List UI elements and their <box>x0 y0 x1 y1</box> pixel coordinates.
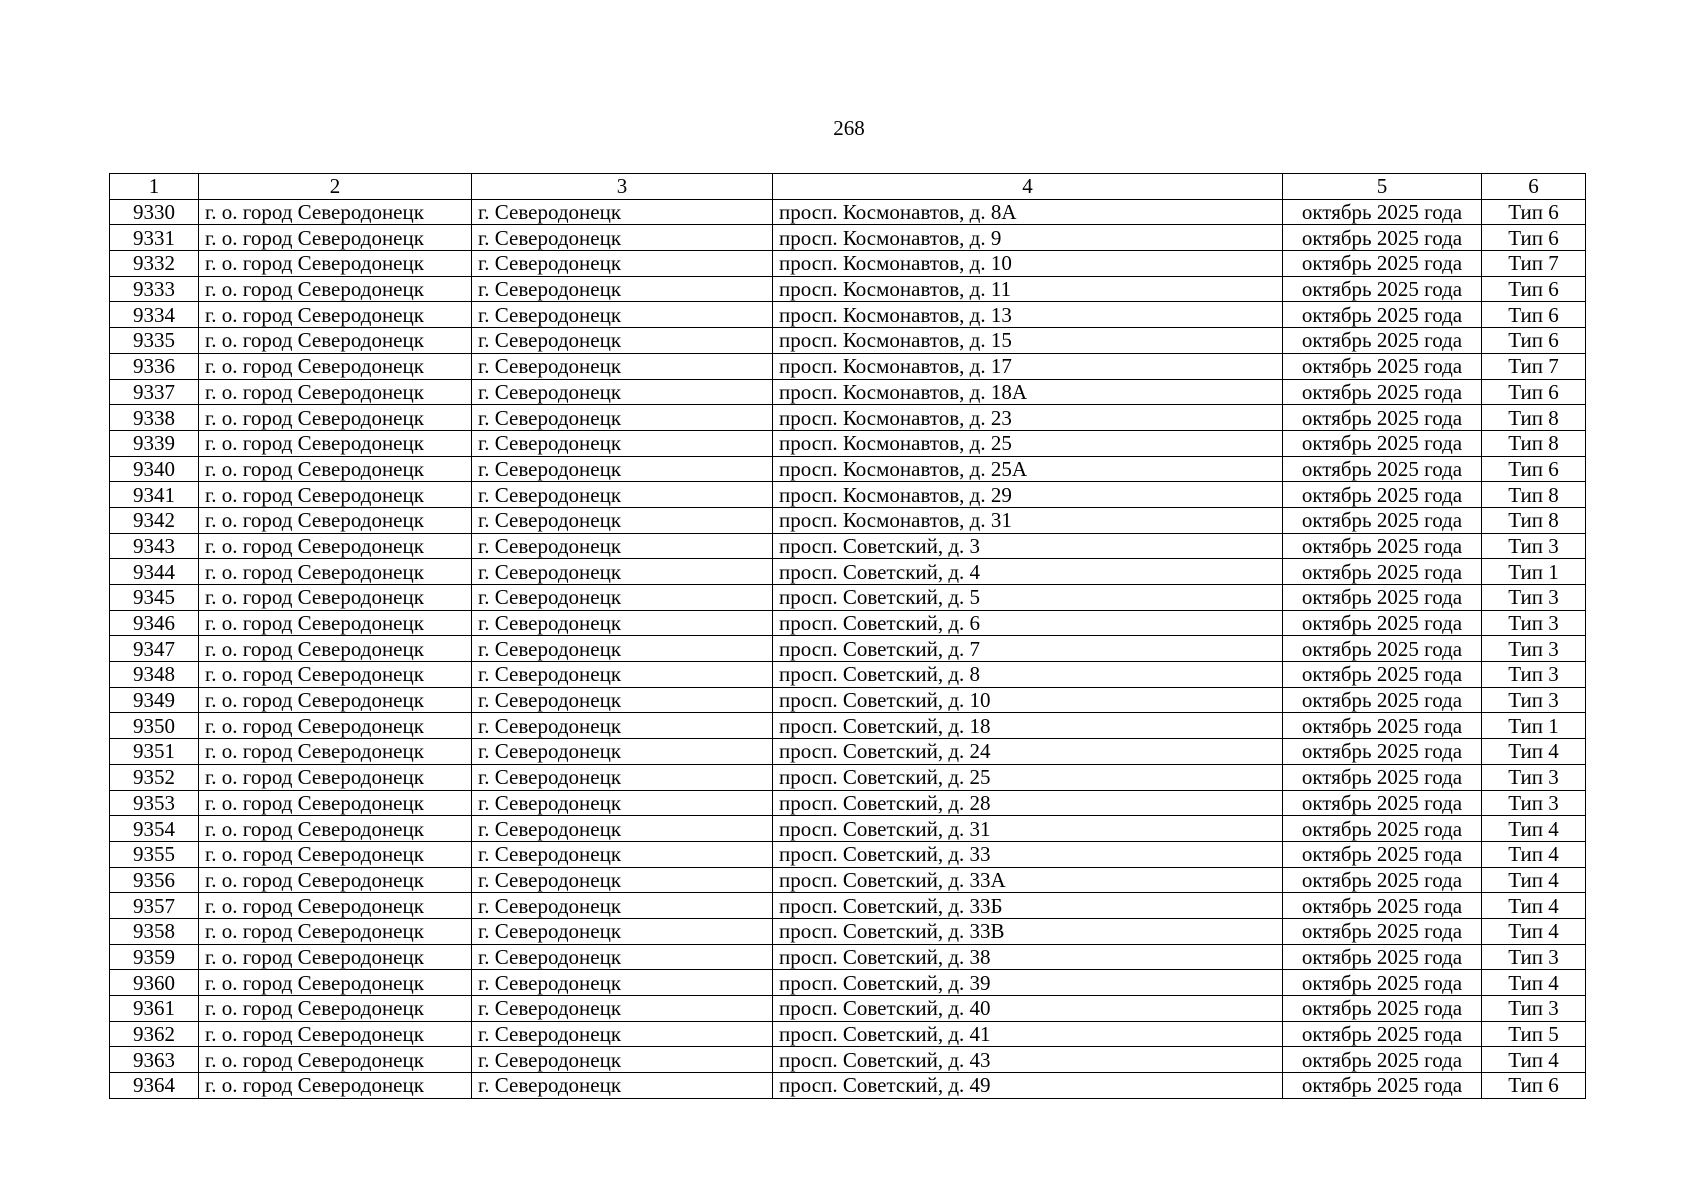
row-number: 9330 <box>110 199 199 225</box>
settlement-cell: г. Северодонецк <box>472 1021 773 1047</box>
row-number: 9331 <box>110 225 199 251</box>
deadline-cell: октябрь 2025 года <box>1283 739 1482 765</box>
type-cell: Тип 6 <box>1482 379 1586 405</box>
address-cell: просп. Советский, д. 18 <box>773 713 1283 739</box>
settlement-cell: г. Северодонецк <box>472 251 773 277</box>
table-row <box>110 687 1586 713</box>
type-cell: Тип 6 <box>1482 225 1586 251</box>
address-cell: просп. Космонавтов, д. 9 <box>773 225 1283 251</box>
table-body <box>110 199 1586 1098</box>
settlement-cell: г. Северодонецк <box>472 739 773 765</box>
deadline-cell: октябрь 2025 года <box>1283 225 1482 251</box>
table-row <box>110 251 1586 277</box>
settlement-cell: г. Северодонецк <box>472 456 773 482</box>
type-cell: Тип 1 <box>1482 713 1586 739</box>
municipality-cell: г. о. город Северодонецк <box>199 456 472 482</box>
table-row <box>110 328 1586 354</box>
deadline-cell: октябрь 2025 года <box>1283 764 1482 790</box>
deadline-cell: октябрь 2025 года <box>1283 405 1482 431</box>
register-table <box>109 173 1586 1099</box>
row-number: 9347 <box>110 636 199 662</box>
deadline-cell: октябрь 2025 года <box>1283 430 1482 456</box>
row-number: 9357 <box>110 893 199 919</box>
municipality-cell: г. о. город Северодонецк <box>199 353 472 379</box>
type-cell: Тип 5 <box>1482 1021 1586 1047</box>
type-cell: Тип 1 <box>1482 559 1586 585</box>
row-number: 9356 <box>110 867 199 893</box>
row-number: 9336 <box>110 353 199 379</box>
deadline-cell: октябрь 2025 года <box>1283 559 1482 585</box>
settlement-cell: г. Северодонецк <box>472 225 773 251</box>
municipality-cell: г. о. город Северодонецк <box>199 430 472 456</box>
settlement-cell: г. Северодонецк <box>472 713 773 739</box>
address-cell: просп. Космонавтов, д. 31 <box>773 507 1283 533</box>
table-row <box>110 610 1586 636</box>
table-row <box>110 379 1586 405</box>
settlement-cell: г. Северодонецк <box>472 636 773 662</box>
deadline-cell: октябрь 2025 года <box>1283 867 1482 893</box>
type-cell: Тип 6 <box>1482 1073 1586 1099</box>
settlement-cell: г. Северодонецк <box>472 405 773 431</box>
table-row <box>110 559 1586 585</box>
row-number: 9341 <box>110 482 199 508</box>
type-cell: Тип 4 <box>1482 841 1586 867</box>
settlement-cell: г. Северодонецк <box>472 353 773 379</box>
municipality-cell: г. о. город Северодонецк <box>199 251 472 277</box>
address-cell: просп. Космонавтов, д. 29 <box>773 482 1283 508</box>
municipality-cell: г. о. город Северодонецк <box>199 970 472 996</box>
municipality-cell: г. о. город Северодонецк <box>199 944 472 970</box>
settlement-cell: г. Северодонецк <box>472 1047 773 1073</box>
row-number: 9363 <box>110 1047 199 1073</box>
row-number: 9353 <box>110 790 199 816</box>
municipality-cell: г. о. город Северодонецк <box>199 533 472 559</box>
table-row <box>110 764 1586 790</box>
address-cell: просп. Советский, д. 33 <box>773 841 1283 867</box>
settlement-cell: г. Северодонецк <box>472 507 773 533</box>
type-cell: Тип 4 <box>1482 893 1586 919</box>
row-number: 9364 <box>110 1073 199 1099</box>
settlement-cell: г. Северодонецк <box>472 918 773 944</box>
deadline-cell: октябрь 2025 года <box>1283 610 1482 636</box>
deadline-cell: октябрь 2025 года <box>1283 353 1482 379</box>
table-row <box>110 1073 1586 1099</box>
row-number: 9351 <box>110 739 199 765</box>
settlement-cell: г. Северодонецк <box>472 379 773 405</box>
row-number: 9360 <box>110 970 199 996</box>
row-number: 9340 <box>110 456 199 482</box>
type-cell: Тип 3 <box>1482 944 1586 970</box>
type-cell: Тип 4 <box>1482 816 1586 842</box>
municipality-cell: г. о. город Северодонецк <box>199 482 472 508</box>
settlement-cell: г. Северодонецк <box>472 199 773 225</box>
municipality-cell: г. о. город Северодонецк <box>199 790 472 816</box>
settlement-cell: г. Северодонецк <box>472 1073 773 1099</box>
type-cell: Тип 3 <box>1482 636 1586 662</box>
address-cell: просп. Советский, д. 40 <box>773 996 1283 1022</box>
row-number: 9352 <box>110 764 199 790</box>
type-cell: Тип 3 <box>1482 687 1586 713</box>
type-cell: Тип 6 <box>1482 328 1586 354</box>
deadline-cell: октябрь 2025 года <box>1283 970 1482 996</box>
deadline-cell: октябрь 2025 года <box>1283 841 1482 867</box>
row-number: 9334 <box>110 302 199 328</box>
municipality-cell: г. о. город Северодонецк <box>199 1021 472 1047</box>
type-cell: Тип 3 <box>1482 790 1586 816</box>
type-cell: Тип 3 <box>1482 610 1586 636</box>
settlement-cell: г. Северодонецк <box>472 841 773 867</box>
municipality-cell: г. о. город Северодонецк <box>199 507 472 533</box>
address-cell: просп. Советский, д. 3 <box>773 533 1283 559</box>
column-header-3: 3 <box>472 174 773 200</box>
municipality-cell: г. о. город Северодонецк <box>199 302 472 328</box>
address-cell: просп. Советский, д. 7 <box>773 636 1283 662</box>
table-row <box>110 841 1586 867</box>
row-number: 9355 <box>110 841 199 867</box>
settlement-cell: г. Северодонецк <box>472 585 773 611</box>
row-number: 9339 <box>110 430 199 456</box>
row-number: 9345 <box>110 585 199 611</box>
table-row <box>110 739 1586 765</box>
address-cell: просп. Советский, д. 24 <box>773 739 1283 765</box>
table-row <box>110 970 1586 996</box>
address-cell: просп. Космонавтов, д. 17 <box>773 353 1283 379</box>
table-row <box>110 662 1586 688</box>
settlement-cell: г. Северодонецк <box>472 790 773 816</box>
settlement-cell: г. Северодонецк <box>472 533 773 559</box>
address-cell: просп. Советский, д. 28 <box>773 790 1283 816</box>
row-number: 9359 <box>110 944 199 970</box>
deadline-cell: октябрь 2025 года <box>1283 816 1482 842</box>
settlement-cell: г. Северодонецк <box>472 816 773 842</box>
deadline-cell: октябрь 2025 года <box>1283 276 1482 302</box>
settlement-cell: г. Северодонецк <box>472 276 773 302</box>
row-number: 9349 <box>110 687 199 713</box>
type-cell: Тип 4 <box>1482 970 1586 996</box>
address-cell: просп. Космонавтов, д. 18А <box>773 379 1283 405</box>
settlement-cell: г. Северодонецк <box>472 430 773 456</box>
table-row <box>110 1021 1586 1047</box>
municipality-cell: г. о. город Северодонецк <box>199 199 472 225</box>
municipality-cell: г. о. город Северодонецк <box>199 739 472 765</box>
settlement-cell: г. Северодонецк <box>472 970 773 996</box>
type-cell: Тип 3 <box>1482 996 1586 1022</box>
deadline-cell: октябрь 2025 года <box>1283 996 1482 1022</box>
address-cell: просп. Космонавтов, д. 25А <box>773 456 1283 482</box>
table-row <box>110 1047 1586 1073</box>
municipality-cell: г. о. город Северодонецк <box>199 764 472 790</box>
municipality-cell: г. о. город Северодонецк <box>199 328 472 354</box>
table-row <box>110 996 1586 1022</box>
type-cell: Тип 7 <box>1482 353 1586 379</box>
municipality-cell: г. о. город Северодонецк <box>199 893 472 919</box>
address-cell: просп. Советский, д. 4 <box>773 559 1283 585</box>
table-row <box>110 533 1586 559</box>
address-cell: просп. Советский, д. 43 <box>773 1047 1283 1073</box>
settlement-cell: г. Северодонецк <box>472 559 773 585</box>
header-row <box>110 174 1586 200</box>
table-row <box>110 507 1586 533</box>
table-row <box>110 893 1586 919</box>
type-cell: Тип 8 <box>1482 507 1586 533</box>
address-cell: просп. Советский, д. 33Б <box>773 893 1283 919</box>
page-number: 268 <box>833 116 865 140</box>
column-header-5: 5 <box>1283 174 1482 200</box>
address-cell: просп. Советский, д. 8 <box>773 662 1283 688</box>
address-cell: просп. Космонавтов, д. 10 <box>773 251 1283 277</box>
row-number: 9350 <box>110 713 199 739</box>
address-cell: просп. Космонавтов, д. 15 <box>773 328 1283 354</box>
table-row <box>110 713 1586 739</box>
settlement-cell: г. Северодонецк <box>472 687 773 713</box>
row-number: 9344 <box>110 559 199 585</box>
municipality-cell: г. о. город Северодонецк <box>199 918 472 944</box>
type-cell: Тип 8 <box>1482 430 1586 456</box>
address-cell: просп. Космонавтов, д. 8А <box>773 199 1283 225</box>
column-header-6: 6 <box>1482 174 1586 200</box>
address-cell: просп. Советский, д. 39 <box>773 970 1283 996</box>
table-row <box>110 405 1586 431</box>
address-cell: просп. Советский, д. 41 <box>773 1021 1283 1047</box>
deadline-cell: октябрь 2025 года <box>1283 456 1482 482</box>
address-cell: просп. Советский, д. 49 <box>773 1073 1283 1099</box>
municipality-cell: г. о. город Северодонецк <box>199 585 472 611</box>
table-row <box>110 482 1586 508</box>
deadline-cell: октябрь 2025 года <box>1283 1073 1482 1099</box>
table-row <box>110 353 1586 379</box>
row-number: 9361 <box>110 996 199 1022</box>
type-cell: Тип 4 <box>1482 739 1586 765</box>
address-cell: просп. Космонавтов, д. 11 <box>773 276 1283 302</box>
type-cell: Тип 8 <box>1482 482 1586 508</box>
municipality-cell: г. о. город Северодонецк <box>199 713 472 739</box>
table-row <box>110 816 1586 842</box>
deadline-cell: октябрь 2025 года <box>1283 918 1482 944</box>
municipality-cell: г. о. город Северодонецк <box>199 1073 472 1099</box>
row-number: 9343 <box>110 533 199 559</box>
row-number: 9332 <box>110 251 199 277</box>
settlement-cell: г. Северодонецк <box>472 867 773 893</box>
type-cell: Тип 3 <box>1482 533 1586 559</box>
address-cell: просп. Советский, д. 10 <box>773 687 1283 713</box>
deadline-cell: октябрь 2025 года <box>1283 199 1482 225</box>
deadline-cell: октябрь 2025 года <box>1283 662 1482 688</box>
row-number: 9358 <box>110 918 199 944</box>
deadline-cell: октябрь 2025 года <box>1283 507 1482 533</box>
deadline-cell: октябрь 2025 года <box>1283 585 1482 611</box>
row-number: 9346 <box>110 610 199 636</box>
type-cell: Тип 6 <box>1482 199 1586 225</box>
settlement-cell: г. Северодонецк <box>472 662 773 688</box>
table-row <box>110 790 1586 816</box>
table-row <box>110 867 1586 893</box>
table-row <box>110 302 1586 328</box>
table-row <box>110 918 1586 944</box>
settlement-cell: г. Северодонецк <box>472 328 773 354</box>
table-row <box>110 585 1586 611</box>
municipality-cell: г. о. город Северодонецк <box>199 225 472 251</box>
municipality-cell: г. о. город Северодонецк <box>199 636 472 662</box>
address-cell: просп. Советский, д. 25 <box>773 764 1283 790</box>
municipality-cell: г. о. город Северодонецк <box>199 996 472 1022</box>
type-cell: Тип 4 <box>1482 1047 1586 1073</box>
deadline-cell: октябрь 2025 года <box>1283 1021 1482 1047</box>
address-cell: просп. Советский, д. 33А <box>773 867 1283 893</box>
column-header-2: 2 <box>199 174 472 200</box>
municipality-cell: г. о. город Северодонецк <box>199 379 472 405</box>
type-cell: Тип 3 <box>1482 585 1586 611</box>
row-number: 9335 <box>110 328 199 354</box>
settlement-cell: г. Северодонецк <box>472 893 773 919</box>
settlement-cell: г. Северодонецк <box>472 944 773 970</box>
deadline-cell: октябрь 2025 года <box>1283 379 1482 405</box>
deadline-cell: октябрь 2025 года <box>1283 328 1482 354</box>
type-cell: Тип 6 <box>1482 302 1586 328</box>
deadline-cell: октябрь 2025 года <box>1283 533 1482 559</box>
deadline-cell: октябрь 2025 года <box>1283 790 1482 816</box>
address-cell: просп. Советский, д. 38 <box>773 944 1283 970</box>
table-row <box>110 199 1586 225</box>
type-cell: Тип 8 <box>1482 405 1586 431</box>
settlement-cell: г. Северодонецк <box>472 764 773 790</box>
column-header-1: 1 <box>110 174 199 200</box>
deadline-cell: октябрь 2025 года <box>1283 944 1482 970</box>
settlement-cell: г. Северодонецк <box>472 996 773 1022</box>
deadline-cell: октябрь 2025 года <box>1283 893 1482 919</box>
table-row <box>110 636 1586 662</box>
row-number: 9354 <box>110 816 199 842</box>
type-cell: Тип 6 <box>1482 456 1586 482</box>
type-cell: Тип 6 <box>1482 276 1586 302</box>
address-cell: просп. Советский, д. 33В <box>773 918 1283 944</box>
row-number: 9338 <box>110 405 199 431</box>
type-cell: Тип 4 <box>1482 918 1586 944</box>
row-number: 9362 <box>110 1021 199 1047</box>
type-cell: Тип 3 <box>1482 764 1586 790</box>
deadline-cell: октябрь 2025 года <box>1283 687 1482 713</box>
municipality-cell: г. о. город Северодонецк <box>199 816 472 842</box>
municipality-cell: г. о. город Северодонецк <box>199 1047 472 1073</box>
municipality-cell: г. о. город Северодонецк <box>199 276 472 302</box>
table-row <box>110 456 1586 482</box>
municipality-cell: г. о. город Северодонецк <box>199 662 472 688</box>
row-number: 9333 <box>110 276 199 302</box>
municipality-cell: г. о. город Северодонецк <box>199 867 472 893</box>
row-number: 9337 <box>110 379 199 405</box>
type-cell: Тип 3 <box>1482 662 1586 688</box>
municipality-cell: г. о. город Северодонецк <box>199 610 472 636</box>
table-row <box>110 430 1586 456</box>
type-cell: Тип 7 <box>1482 251 1586 277</box>
type-cell: Тип 4 <box>1482 867 1586 893</box>
municipality-cell: г. о. город Северодонецк <box>199 559 472 585</box>
table-row <box>110 276 1586 302</box>
deadline-cell: октябрь 2025 года <box>1283 302 1482 328</box>
row-number: 9348 <box>110 662 199 688</box>
address-cell: просп. Советский, д. 31 <box>773 816 1283 842</box>
address-cell: просп. Космонавтов, д. 23 <box>773 405 1283 431</box>
settlement-cell: г. Северодонецк <box>472 610 773 636</box>
column-header-4: 4 <box>773 174 1283 200</box>
settlement-cell: г. Северодонецк <box>472 302 773 328</box>
address-cell: просп. Советский, д. 5 <box>773 585 1283 611</box>
municipality-cell: г. о. город Северодонецк <box>199 687 472 713</box>
deadline-cell: октябрь 2025 года <box>1283 713 1482 739</box>
table-row <box>110 225 1586 251</box>
address-cell: просп. Советский, д. 6 <box>773 610 1283 636</box>
deadline-cell: октябрь 2025 года <box>1283 1047 1482 1073</box>
deadline-cell: октябрь 2025 года <box>1283 482 1482 508</box>
deadline-cell: октябрь 2025 года <box>1283 636 1482 662</box>
address-cell: просп. Космонавтов, д. 13 <box>773 302 1283 328</box>
table-header <box>110 174 1586 200</box>
table-row <box>110 944 1586 970</box>
municipality-cell: г. о. город Северодонецк <box>199 405 472 431</box>
row-number: 9342 <box>110 507 199 533</box>
deadline-cell: октябрь 2025 года <box>1283 251 1482 277</box>
municipality-cell: г. о. город Северодонецк <box>199 841 472 867</box>
settlement-cell: г. Северодонецк <box>472 482 773 508</box>
address-cell: просп. Космонавтов, д. 25 <box>773 430 1283 456</box>
